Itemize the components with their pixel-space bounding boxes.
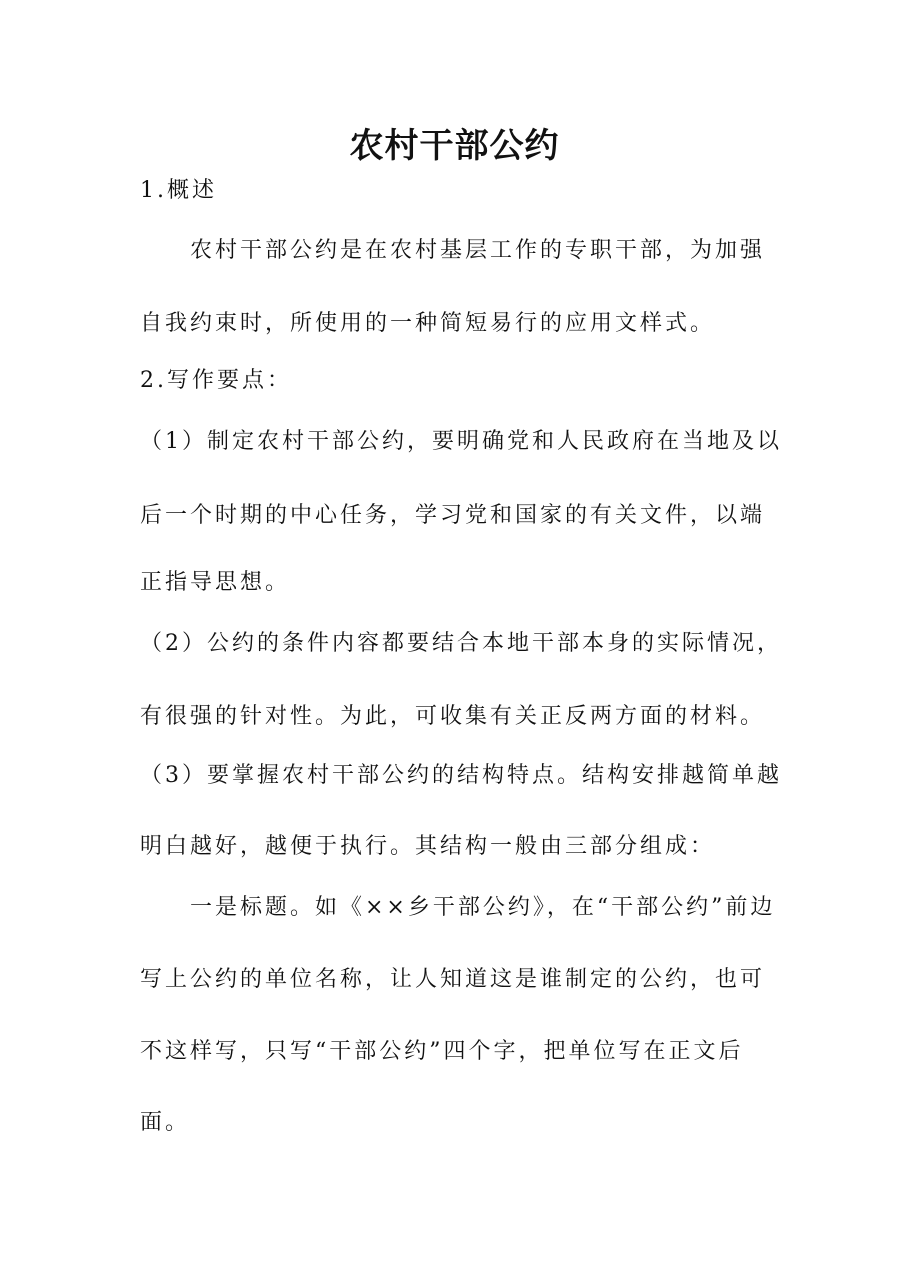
paragraph-line: 明白越好，越便于执行。其结构一般由三部分组成： (140, 834, 716, 859)
paragraph-line: （1）制定农村干部公约，要明确党和人民政府在当地及以 (140, 429, 782, 454)
paragraph-line: 写上公约的单位名称，让人知道这是谁制定的公约，也可 (140, 967, 766, 992)
paragraph-line: （2）公约的条件内容都要结合本地干部本身的实际情况， (140, 631, 782, 656)
paragraph-line: （3）要掌握农村干部公约的结构特点。结构安排越简单越 (140, 763, 782, 788)
paragraph-line: 自我约束时，所使用的一种简短易行的应用文样式。 (140, 311, 716, 336)
paragraph-line: 农村干部公约是在农村基层工作的专职干部，为加强 (140, 238, 766, 263)
paragraph-line: 后一个时期的中心任务，学习党和国家的有关文件，以端 (140, 503, 766, 528)
paragraph-line: 正指导思想。 (140, 570, 291, 595)
paragraph-line: 有很强的针对性。为此，可收集有关正反两方面的材料。 (140, 704, 766, 729)
section-heading-overview: 1.概述 (140, 178, 217, 203)
paragraph-line: 一是标题。如《××乡干部公约》，在“干部公约”前边 (140, 895, 776, 920)
paragraph-line: 不这样写，只写“干部公约”四个字，把单位写在正文后 (140, 1039, 744, 1064)
paragraph-line: 面。 (140, 1110, 191, 1135)
section-heading-writing-points: 2.写作要点： (140, 368, 292, 393)
document-title: 农村干部公约 (349, 126, 560, 166)
